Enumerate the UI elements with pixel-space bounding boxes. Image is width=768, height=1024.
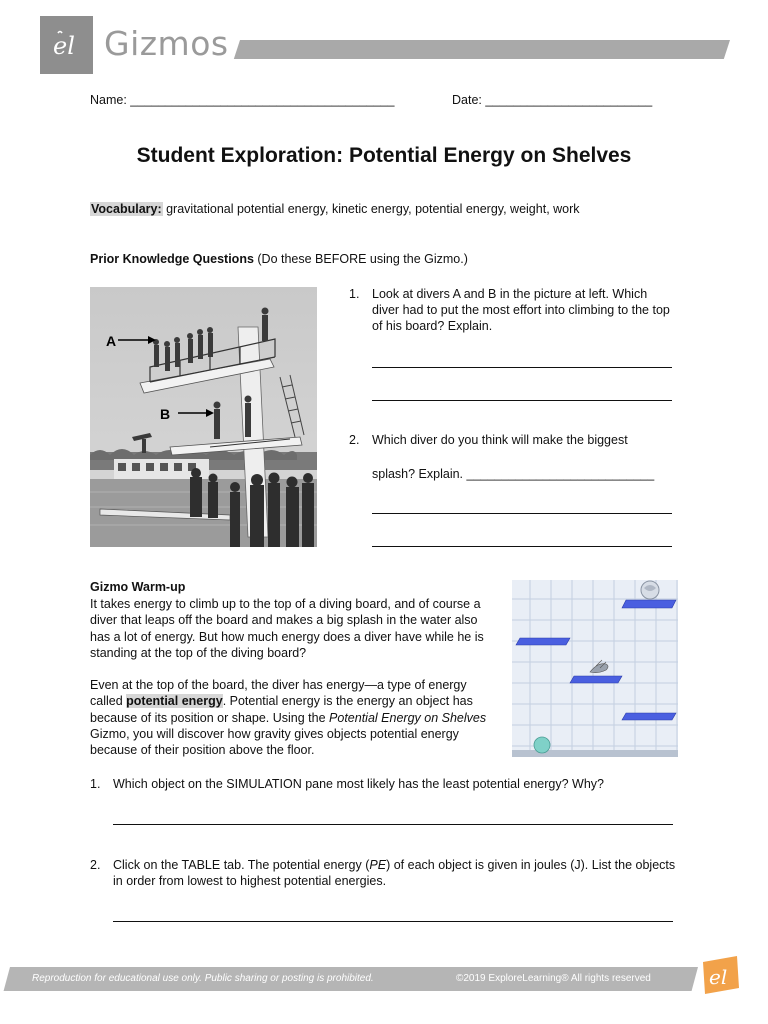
question-number: 1. (349, 287, 360, 301)
date-field[interactable]: Date: ________________________ (452, 93, 653, 107)
ball-object (534, 737, 550, 753)
gizmo-title: Potential Energy on Shelves (329, 710, 487, 725)
warmup-paragraph-2 (90, 677, 495, 758)
prior-heading-note: (Do these BEFORE using the Gizmo.) (253, 252, 468, 266)
explorelearning-logo (40, 16, 93, 74)
svg-text:el: el (709, 965, 728, 989)
answer-line[interactable] (372, 367, 672, 368)
question-number: 2. (90, 858, 101, 872)
pe-abbreviation: PE (369, 858, 387, 872)
name-field[interactable]: Name: ______________________________________ (90, 93, 395, 107)
footer-el-logo-icon (697, 952, 742, 997)
footer-copyright: ©2019 ExploreLearning® All rights reserved (456, 973, 651, 984)
question-text-continued[interactable]: splash? Explain. ___________________________ (372, 467, 655, 481)
svg-text:el: el (52, 32, 75, 60)
potential-energy-term: potential energy (126, 694, 223, 709)
question-text (113, 857, 683, 889)
prior-question-2-cont (349, 466, 679, 486)
paragraph-text: Gizmo, you will discover how gravity gives objects potential energy because of their position above the floor. (90, 726, 459, 758)
question-text-part: Click on the TABLE tab. The potential energy ( (113, 858, 370, 872)
question-text-part: ) of each object is given in joules (J). List the objects in order from lowest to highest potential energies. (113, 858, 676, 888)
prior-question-1 (349, 286, 679, 346)
answer-line[interactable] (372, 400, 672, 401)
footer-disclaimer: Reproduction for educational use only. Public sharing or posting is prohibited. (32, 973, 374, 984)
answer-line[interactable] (113, 824, 673, 825)
vocabulary-terms: gravitational potential energy, kinetic energy, potential energy, weight, work (162, 202, 580, 216)
warmup-question-1 (90, 776, 690, 796)
question-number: 1. (90, 777, 101, 791)
warmup-heading: Gizmo Warm-up (90, 580, 186, 594)
vocabulary-line (90, 202, 580, 216)
paragraph-text: Even at the top of the board, the diver has energy—a type of energy called (90, 678, 467, 709)
question-text: Which diver do you think will make the biggest (372, 433, 628, 447)
photo-label-a: A (106, 333, 117, 349)
brand-name: Gizmos (104, 24, 229, 63)
photo-label-b: B (160, 406, 171, 422)
question-text: Look at divers A and B in the picture at left. Which diver had to put the most effort into climbing to the top of his board? Explain. (372, 287, 670, 333)
diving-board-photo (90, 287, 317, 547)
prior-heading-text: Prior Knowledge Questions (90, 252, 254, 266)
vocabulary-label: Vocabulary: (91, 202, 162, 216)
page-title: Student Exploration: Potential Energy on Shelves (136, 144, 632, 167)
header-bar (234, 40, 730, 59)
prior-knowledge-heading (90, 252, 468, 266)
prior-question-2 (349, 432, 679, 452)
question-text: Which object on the SIMULATION pane most likely has the least potential energy? Why? (113, 777, 604, 791)
el-logo-icon (47, 25, 87, 65)
paragraph-text: . Potential energy is the energy an object has because of its position or shape. Using the (90, 694, 473, 725)
answer-line[interactable] (113, 921, 673, 922)
answer-line[interactable] (372, 546, 672, 547)
warmup-question-2 (90, 857, 690, 893)
simulation-thumbnail (512, 580, 678, 757)
answer-line[interactable] (372, 513, 672, 514)
question-number: 2. (349, 433, 360, 447)
warmup-paragraph-1: It takes energy to climb up to the top of a diving board, and of course a diver that leaps off the board and makes a big splash in the water also has a lot of energy. But how much energy does a diver have while he is standing at the top of the diving board? (90, 597, 484, 660)
